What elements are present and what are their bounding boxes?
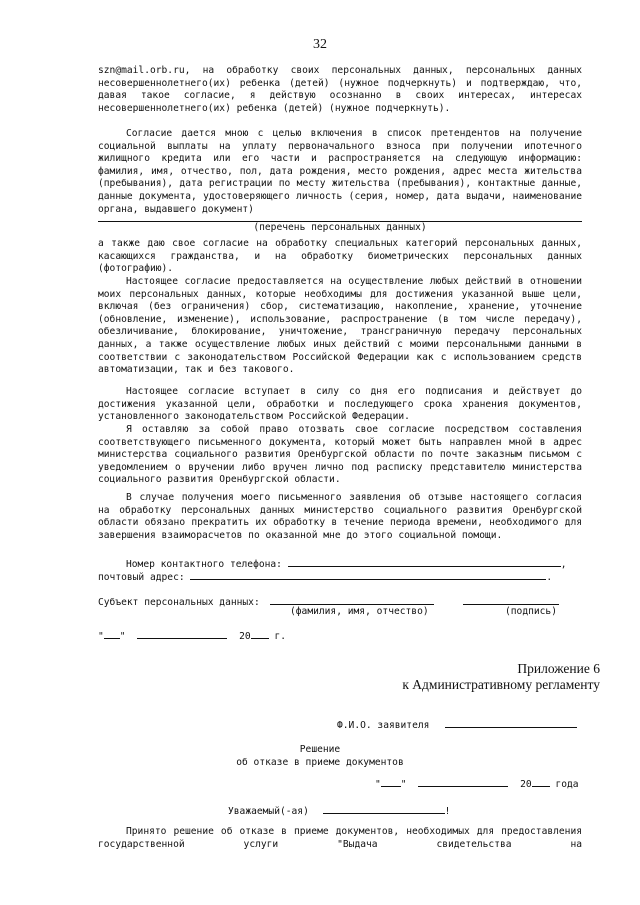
subject-name-field[interactable] (270, 594, 434, 605)
paragraph: Принято решение об отказе в приеме документов, необходимых для предоставления государственной услуги "Выдача свидетельства на (98, 826, 582, 850)
address-row: почтовый адрес: . (98, 569, 582, 585)
subject-signature-field[interactable] (463, 594, 559, 605)
paragraph: szn@mail.orb.ru, на обработку своих персональных данных, персональных данных несовершеннолетнего(их) ребенка (детей) (нужное подчеркнуть) и подтверждаю, что, давая такое согласие, я действую осознанно в своих интересах, интересах несовершеннолетнего(их) ребенка (детей) (нужное подчеркнуть). (98, 65, 582, 114)
date-month-field[interactable] (137, 628, 227, 639)
decision-year-suffix: года (555, 779, 579, 790)
decision-day-field[interactable] (381, 776, 401, 787)
date-year-suffix: г. (274, 631, 287, 642)
date-year-field[interactable] (251, 628, 269, 639)
consent-revoke-paragraph (98, 424, 582, 487)
decision-date-row (375, 776, 579, 792)
consent-special-paragraph (98, 238, 582, 276)
paragraph: В случае получения моего письменного заявления об отзыве настоящего согласия на обработку персональных данных министерство социального развития Оренбургской области обязано прекратить их обработку в течение периода времени, необходимого для завершения взаиморасчетов по оказанной мне до этого социальной помощи. (98, 492, 582, 541)
paragraph: Настоящее согласие вступает в силу со дня его подписания и действует до достижения указанной цели, обработки и последующего срока хранения документов, установленного законодательством Российской Федерации. (98, 386, 582, 423)
greeting-row (228, 803, 450, 819)
date-day-field[interactable] (104, 628, 120, 639)
paragraph: Я оставляю за собой право отозвать свое согласие посредством составления соответствующего письменного документа, который может быть направлен мной в адрес министерства социального развития Оренбургской области по почте заказным письмом с уведомлением о вручении либо вручен лично под расписку представителю министерства социального развития Оренбургской области. (98, 424, 582, 486)
decision-year-field[interactable] (532, 776, 550, 787)
consent-date-row (98, 628, 286, 644)
list-caption: (перечень персональных данных) (253, 222, 427, 234)
decision-year-prefix: 20 (520, 779, 532, 790)
address-label: почтовый адрес: (98, 572, 185, 583)
consent-purpose-paragraph (98, 128, 582, 235)
date-quote-close: " (119, 631, 126, 642)
consent-email-paragraph (98, 65, 582, 115)
phone-row: Номер контактного телефона: , (98, 556, 582, 572)
greeting-label: Уважаемый(-ая) (228, 806, 309, 817)
paragraph: Настоящее согласие предоставляется на осуществление любых действий в отношении моих персональных данных, которые необходимы для достижения указанной выше цели, включая (без ограничения) сбор, систематизацию, накопление, хранение, уточнение (обновление, изменение), использование, распространение (в том числе передачу), обезличивание, блокирование, уничтожение, трансграничную передачу персональных данных, а также осуществление любых иных действий с моими персональными данными в соответствии с законодательством Российской Федерации как с использованием средств автоматизации, так и без такового. (98, 276, 582, 376)
consent-actions-paragraph (98, 276, 582, 377)
date-quote-open: " (375, 779, 381, 790)
decision-body (98, 826, 582, 851)
fio-caption: (фамилия, имя, отчество) (290, 606, 429, 617)
phone-field[interactable] (288, 556, 561, 567)
decision-title: Решение (299, 744, 341, 755)
date-quote-close: " (400, 779, 407, 790)
subject-label: Субъект персональных данных: (98, 597, 260, 608)
date-year-prefix: 20 (239, 631, 251, 642)
applicant-fio-label: Ф.И.О. заявителя (337, 720, 430, 731)
decision-subtitle: об отказе в приеме документов (236, 756, 404, 768)
decision-heading (0, 744, 640, 769)
consent-stop-paragraph (98, 492, 582, 542)
address-field[interactable] (190, 569, 546, 580)
decision-month-field[interactable] (418, 776, 508, 787)
page-number: 32 (313, 37, 327, 52)
appendix-header (402, 661, 600, 693)
greeting-end: ! (444, 806, 451, 817)
paragraph: Согласие дается мною с целью включения в список претендентов на получение социальной выплаты на уплату первоначального взноса при получении ипотечного жилищного кредита или его части и распространяется на следующую информацию: фамилия, имя, отчество, пол, дата рождения, место рождения, адрес места жительства (пребывания), дата регистрации по месту жительства (пребывания), контактные данные, данные документа, удостоверяющего личность (серия, номер, дата выдачи, наименование органа, выдавшего документ) (98, 128, 582, 215)
phone-label: Номер контактного телефона: (126, 559, 282, 570)
applicant-fio-field[interactable] (445, 717, 577, 728)
consent-valid-paragraph (98, 386, 582, 424)
sign-caption: (подпись) (505, 606, 557, 617)
greeting-name-field[interactable] (323, 803, 445, 814)
paragraph: а также даю свое согласие на обработку специальных категорий персональных данных, касающихся гражданства, и на обработку биометрических персональных данных (фотографию). (98, 238, 582, 275)
appendix-line2: к Административному регламенту (402, 677, 600, 692)
date-quote-open: " (98, 631, 104, 642)
applicant-fio-row (337, 717, 577, 733)
appendix-line1: Приложение 6 (517, 661, 600, 676)
